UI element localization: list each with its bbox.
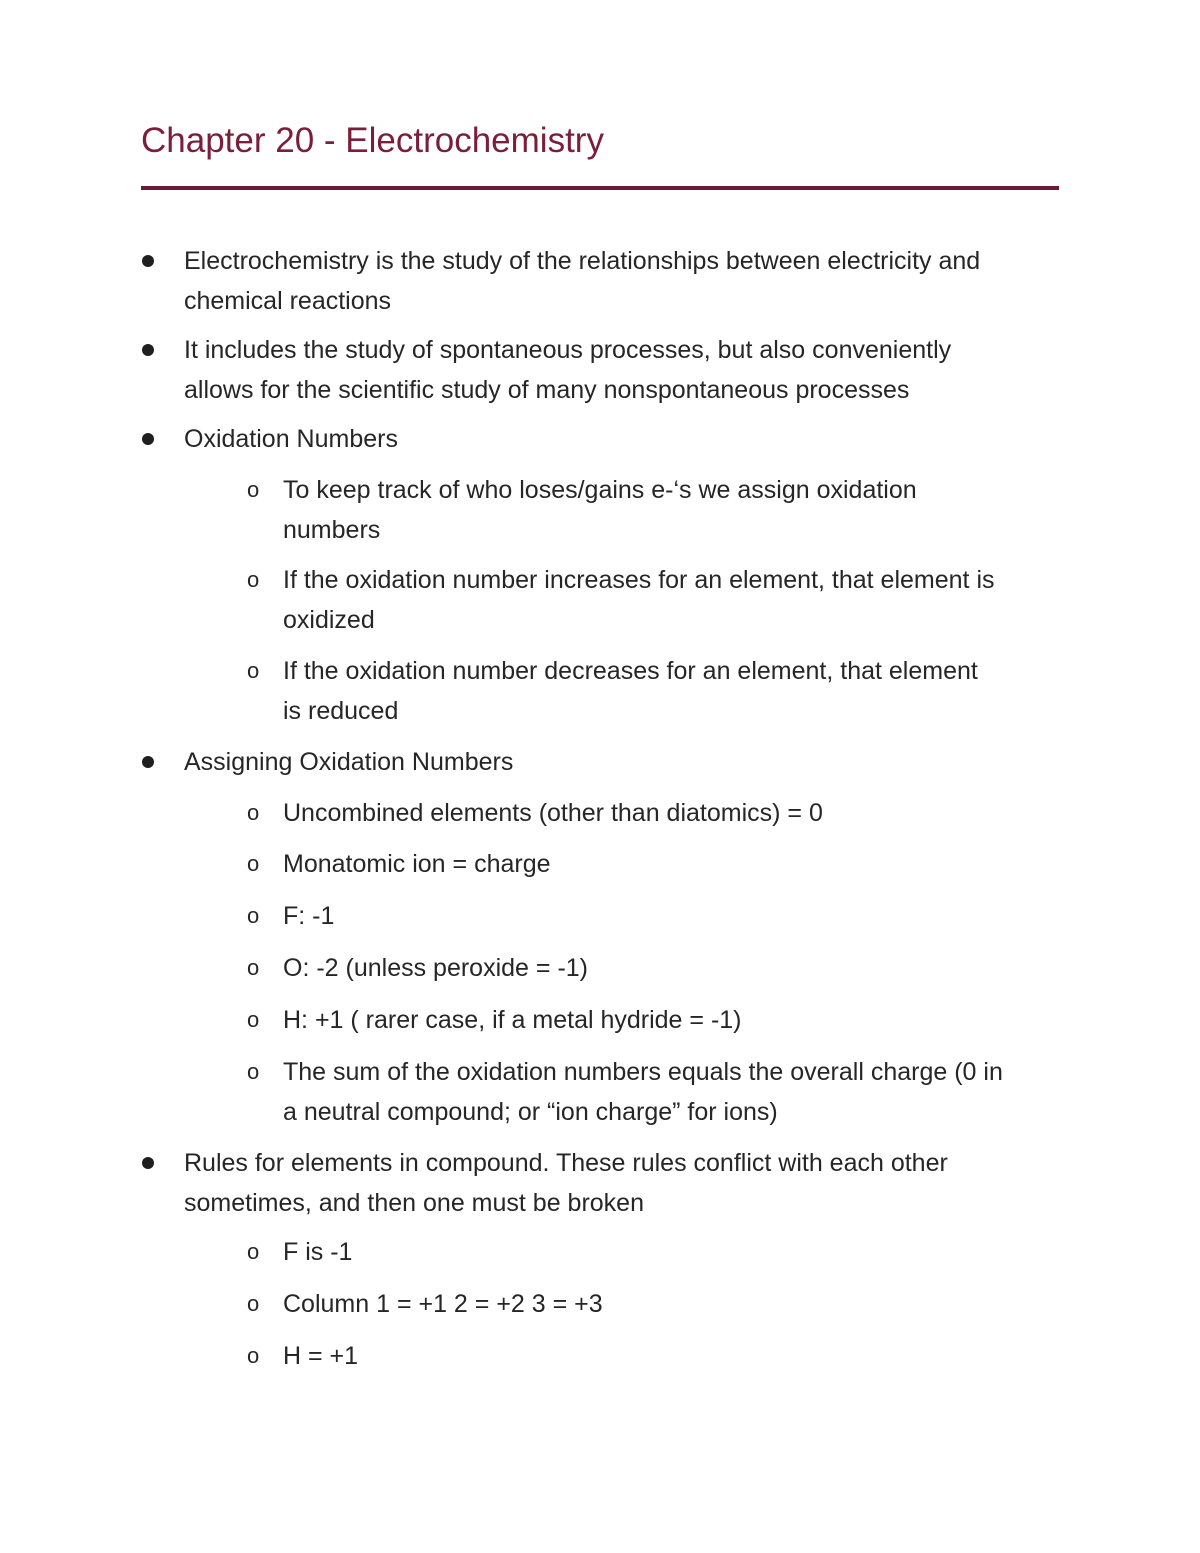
sub-bullet-icon: o (247, 1059, 260, 1084)
sub-bullet-icon: o (247, 658, 260, 683)
sub-list-item: If the oxidation number decreases for an element, that element is reduced (283, 657, 978, 725)
sub-list-item: The sum of the oxidation numbers equals the overall charge (0 in a neutral compound; or “ion charge” for ions) (283, 1058, 1003, 1126)
sub-bullet-icon: o (247, 1239, 260, 1264)
sub-list-item: Column 1 = +1 2 = +2 3 = +3 (283, 1290, 603, 1318)
sub-list-item: H: +1 ( rarer case, if a metal hydride = -1) (283, 1006, 742, 1034)
sub-bullet-icon: o (247, 1343, 260, 1368)
list-item: It includes the study of spontaneous processes, but also conveniently allows for the scientific study of many nonspontaneous processes (184, 336, 952, 404)
sub-list-item: If the oxidation number increases for an element, that element is oxidized (283, 566, 995, 634)
list-item: Assigning Oxidation Numbers (184, 748, 514, 776)
bullet-icon (142, 344, 154, 356)
sub-bullet-icon: o (247, 1007, 260, 1032)
sub-bullet-icon: o (247, 903, 260, 928)
list-item: Rules for elements in compound. These rules conflict with each other sometimes, and then one must be broken (184, 1149, 948, 1217)
sub-list-item: To keep track of who loses/gains e-‘s we assign oxidation numbers (283, 476, 917, 544)
sub-bullet-icon: o (247, 567, 260, 592)
sub-list-item: Monatomic ion = charge (283, 850, 551, 878)
list-item: Oxidation Numbers (184, 425, 398, 453)
bullet-icon (142, 255, 154, 267)
bullet-icon (142, 1157, 154, 1169)
title-divider (141, 186, 1059, 190)
sub-list-item: O: -2 (unless peroxide = -1) (283, 954, 588, 982)
sub-list-item: F is -1 (283, 1238, 353, 1266)
bullet-icon (142, 433, 154, 445)
list-item: Electrochemistry is the study of the relationships between electricity and chemical reactions (184, 247, 981, 315)
sub-list-item: Uncombined elements (other than diatomics) = 0 (283, 799, 823, 827)
bullet-icon (142, 756, 154, 768)
sub-bullet-icon: o (247, 955, 260, 980)
sub-bullet-icon: o (247, 851, 260, 876)
sub-bullet-icon: o (247, 1291, 260, 1316)
sub-bullet-icon: o (247, 800, 260, 825)
page-title: Chapter 20 - Electrochemistry (141, 121, 604, 160)
sub-list-item: H = +1 (283, 1342, 359, 1370)
sub-bullet-icon: o (247, 477, 260, 502)
sub-list-item: F: -1 (283, 902, 335, 930)
